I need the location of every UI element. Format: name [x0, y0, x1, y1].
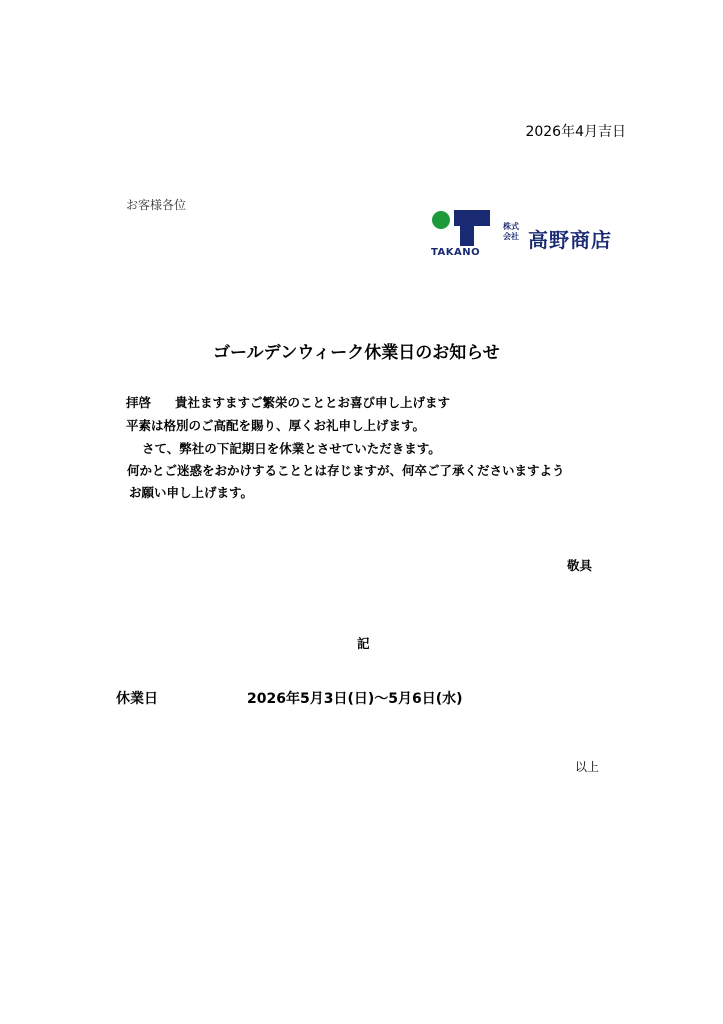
- holiday-value: 2026年5月3日(日)～5月6日(水): [247, 691, 463, 707]
- greeting-text: 貴社ますますご繁栄のこととお喜び申し上げます: [175, 395, 451, 410]
- greeting-line: [126, 393, 450, 411]
- body-line-2: 平素は格別のご高配を賜り、厚くお礼申し上げます。: [126, 418, 426, 433]
- company-logo: [430, 208, 620, 260]
- holiday-label: 休業日: [116, 691, 158, 707]
- body-line-5: お願い申し上げます。: [129, 485, 254, 500]
- ki-heading: 記: [357, 636, 370, 651]
- notice-title: ゴールデンウィーク休業日のお知らせ: [213, 343, 500, 363]
- logo-corp-type: 株式会社: [503, 222, 519, 241]
- body-line-4: 何かとご迷惑をおかけすることとは存じますが、何卒ご了承くださいますよう: [127, 463, 565, 478]
- document-date: 2026年4月吉日: [525, 124, 626, 140]
- end-mark: 以上: [574, 760, 599, 774]
- greeting-word: 拝啓: [126, 395, 152, 410]
- closing-word: 敬具: [566, 558, 592, 573]
- logo-company-name: 高野商店: [528, 228, 612, 252]
- recipient-line: お客様各位: [126, 198, 187, 212]
- body-line-3: さて、弊社の下記期日を休業とさせていただきます。: [142, 441, 441, 456]
- logo-brand-text: TAKANO: [431, 247, 481, 258]
